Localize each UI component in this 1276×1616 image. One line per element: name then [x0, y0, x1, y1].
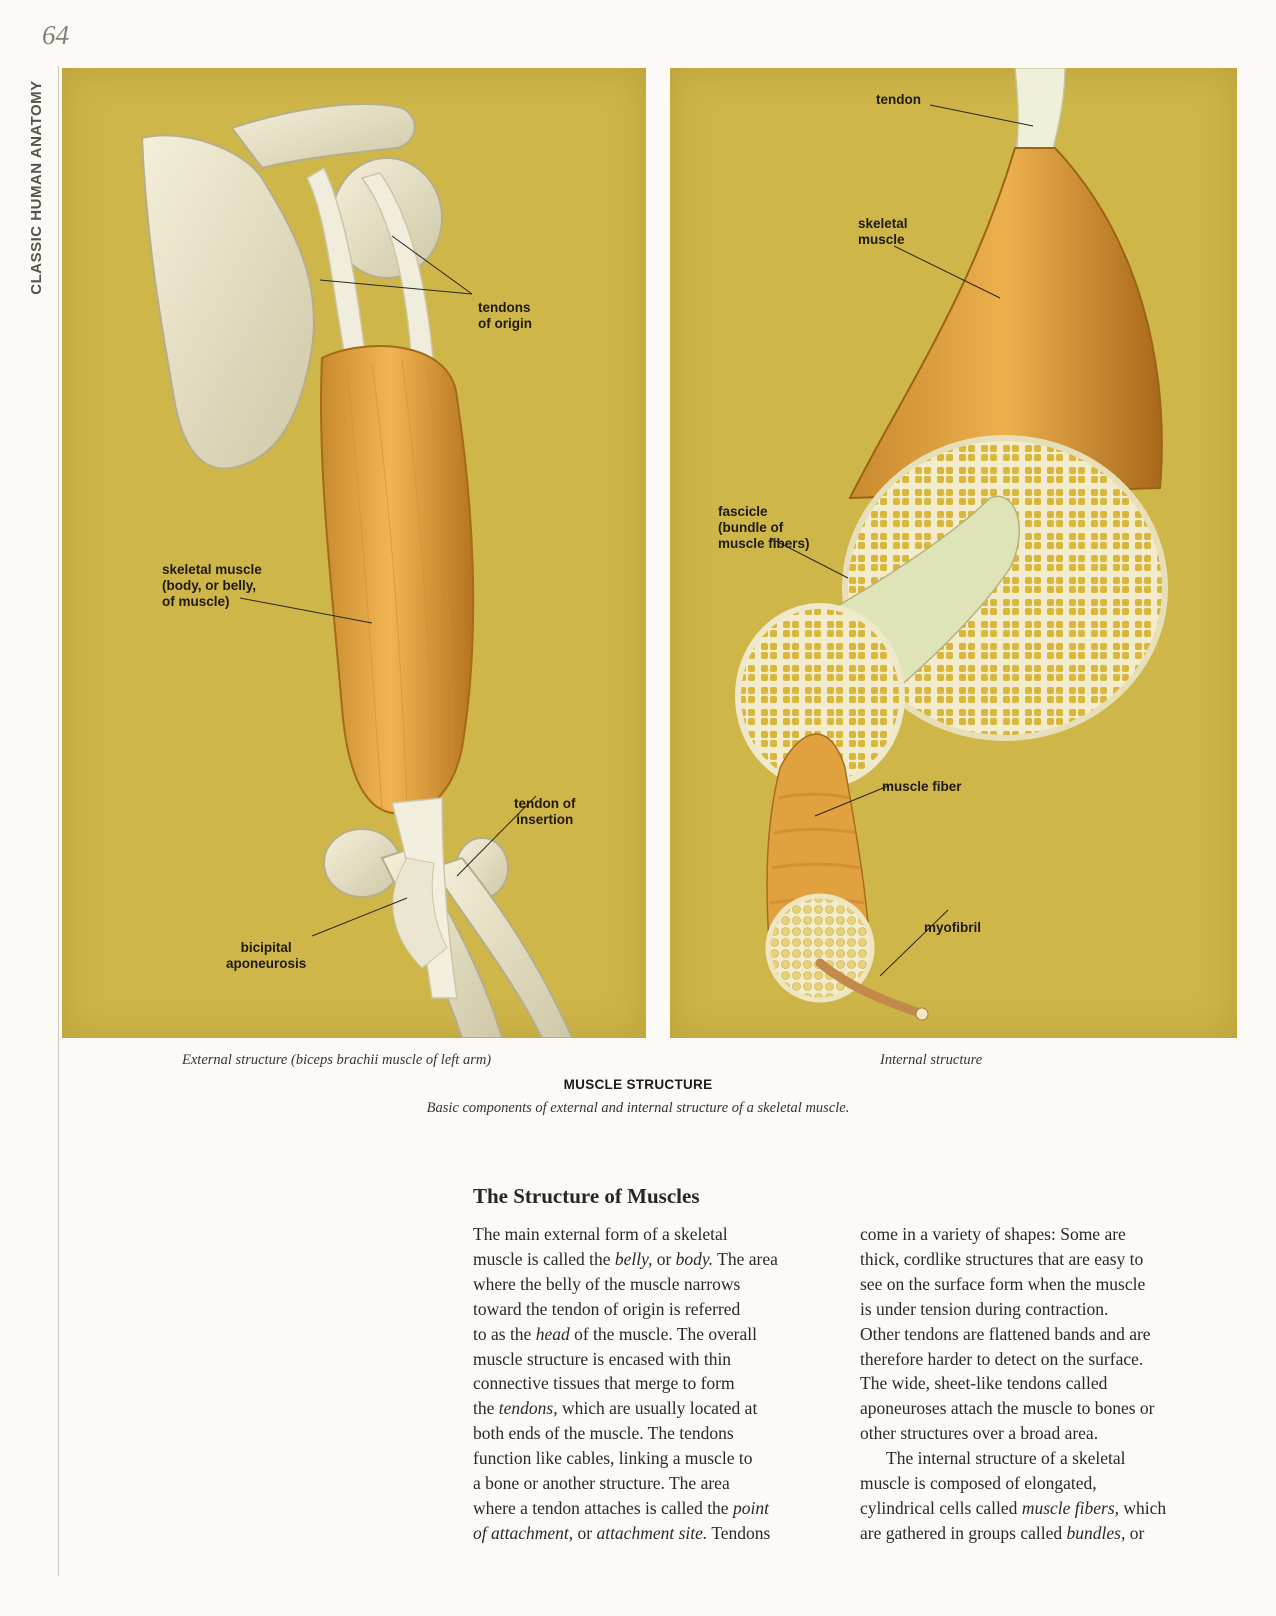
- label-tendons-of-origin: tendons of origin: [478, 300, 532, 331]
- label-skeletal-muscle-belly: skeletal muscle (body, or belly, of muscle): [162, 562, 262, 609]
- running-head: [18, 70, 56, 305]
- section-heading: The Structure of Muscles: [473, 1184, 700, 1208]
- label-myofibril: myofibril: [924, 920, 982, 935]
- muscle-belly-shape: [321, 346, 473, 814]
- label-fascicle: fascicle (bundle of muscle fibers): [718, 504, 810, 551]
- muscle-internal-illustration: [670, 68, 1237, 1038]
- scapula-shape: [142, 135, 314, 468]
- label-skeletal-muscle: skeletal muscle: [858, 216, 908, 247]
- paragraph-2: The internal structure of a skeletal muscle is composed of elongated, cylindrical cells called muscle fibers, which are gathered in groups called bundles, or: [860, 1448, 1167, 1543]
- figure-panel-internal: [670, 68, 1237, 1038]
- figure-description: Basic components of external and internal structure of a skeletal muscle.: [426, 1100, 850, 1116]
- text-column-1: [473, 1222, 843, 1546]
- margin-rule: [58, 66, 59, 1576]
- paragraph-1-continued: come in a variety of shapes: Some are thick, cordlike structures that are easy to see on the surface form when the muscle is under tension during contraction. Other tendons are flattened bands and are therefore harder to detect on the surface. The wide, sheet-like tendons called aponeuroses attach the muscle to bones or other structures over a broad area.: [860, 1224, 1155, 1444]
- paragraph-1: The main external form of a skeletal muscle is called the belly, or body. The area where the belly of the muscle narrows toward the tendon of origin is referred to as the head of the muscle. The overall muscle structure is encased with thin connective tissues that merge to form the tendons, which are usually located at both ends of the muscle. The tendons function like cables, linking a muscle to a bone or another structure. The area where a tendon attaches is called the point of attachment, or attachment site. Tendons: [473, 1224, 778, 1543]
- caption-external-structure: External structure (biceps brachii muscle of left arm): [182, 1052, 492, 1068]
- label-muscle-fiber: muscle fiber: [882, 779, 962, 794]
- running-head-text: CLASSIC HUMAN ANATOMY: [28, 80, 45, 295]
- label-bicipital-aponeurosis: bicipital aponeurosis: [226, 940, 307, 971]
- text-column-2: [860, 1222, 1230, 1546]
- caption-internal-structure: Internal structure: [880, 1052, 983, 1068]
- biceps-illustration: [62, 68, 646, 1038]
- figure-panel-external: [62, 68, 646, 1038]
- label-tendon-of-insertion: tendon of insertion: [514, 796, 576, 827]
- figure-title: MUSCLE STRUCTURE: [563, 1077, 713, 1092]
- label-tendon: tendon: [876, 92, 921, 107]
- page-number: 64: [42, 20, 69, 50]
